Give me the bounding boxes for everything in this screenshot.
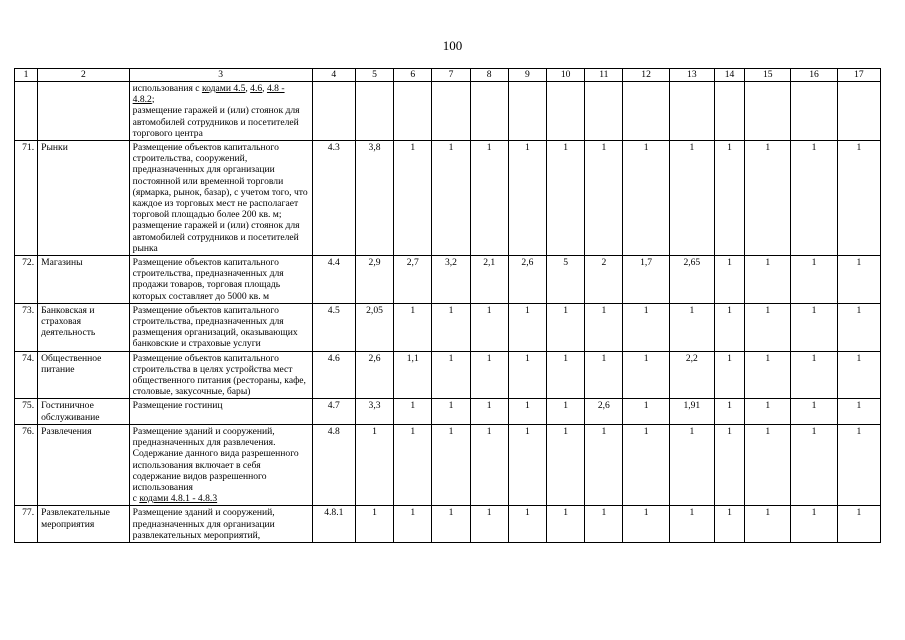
coefficient-cell: 1 xyxy=(470,424,508,505)
use-code-cell xyxy=(312,82,355,141)
header-cell: 12 xyxy=(623,69,669,82)
coefficient-cell: 1 xyxy=(508,424,546,505)
coefficient-cell: 1 xyxy=(432,506,470,543)
description-text: Размещение зданий и сооружений, предназначенных для организации развлекательных мероприятий, xyxy=(132,507,275,541)
coefficient-cell: 1 xyxy=(432,399,470,424)
code-reference-link[interactable]: 4.8 - 4.8.2 xyxy=(132,83,285,106)
table-row xyxy=(15,141,881,256)
coefficient-cell: 1 xyxy=(791,303,837,351)
header-cell: 16 xyxy=(791,69,837,82)
description-text: Размещение объектов капитального строительства, сооружений, предназначенных для организации постоянной или временной торговли (ярмарка, рынок, базар), с учетом того, что каждое из торговых мест не располагает торговой площадью более 200 кв. м; xyxy=(132,142,308,221)
description-cell xyxy=(129,424,312,505)
description-text: Размещение объектов капитального строительства, предназначенных для продажи товаров, торговая площадь которых составляет до 5000 кв. м xyxy=(132,257,284,302)
coefficient-cell: 1 xyxy=(470,399,508,424)
table-row xyxy=(15,351,881,399)
coefficient-cell: 1 xyxy=(547,506,585,543)
use-type-name-cell xyxy=(38,82,130,141)
use-type-name-cell: Рынки xyxy=(38,141,130,256)
description-text: ; xyxy=(151,94,155,106)
header-cell: 13 xyxy=(669,69,714,82)
row-number-cell xyxy=(15,82,38,141)
header-cell: 3 xyxy=(129,69,312,82)
coefficient-cell: 2,6 xyxy=(585,399,623,424)
coefficient-cell: 1 xyxy=(745,256,791,304)
row-number-cell: 75. xyxy=(15,399,38,424)
coefficient-cell: 1 xyxy=(432,141,470,256)
header-cell: 4 xyxy=(312,69,355,82)
use-code-cell: 4.5 xyxy=(312,303,355,351)
coefficient-cell xyxy=(837,82,880,141)
coefficient-cell: 1 xyxy=(547,399,585,424)
coefficient-cell: 1 xyxy=(394,424,432,505)
coefficient-cell: 1 xyxy=(745,141,791,256)
table-row xyxy=(15,82,881,141)
coefficient-cell: 1 xyxy=(837,506,880,543)
description-text: с xyxy=(132,493,140,505)
header-cell: 2 xyxy=(38,69,130,82)
use-code-cell: 4.4 xyxy=(312,256,355,304)
coefficient-cell: 1 xyxy=(837,351,880,399)
coefficient-cell: 2,6 xyxy=(355,351,393,399)
coefficient-cell: 2,65 xyxy=(669,256,714,304)
coefficient-cell: 2,7 xyxy=(394,256,432,304)
header-cell: 14 xyxy=(714,69,744,82)
coefficient-cell xyxy=(623,82,669,141)
coefficient-cell: 1 xyxy=(837,424,880,505)
coefficient-cell: 1 xyxy=(355,424,393,505)
use-code-cell: 4.3 xyxy=(312,141,355,256)
header-row xyxy=(15,69,881,82)
coefficient-cell: 1 xyxy=(791,424,837,505)
coefficient-cell xyxy=(355,82,393,141)
coefficient-cell: 1 xyxy=(470,303,508,351)
coefficient-cell: 1 xyxy=(745,303,791,351)
coefficient-cell: 1 xyxy=(623,351,669,399)
table-row xyxy=(15,303,881,351)
coefficient-cell: 3,2 xyxy=(432,256,470,304)
coefficient-cell: 1 xyxy=(791,351,837,399)
coefficient-cell: 1 xyxy=(508,506,546,543)
description-cell xyxy=(129,351,312,399)
coefficient-cell: 1 xyxy=(585,141,623,256)
table-row xyxy=(15,399,881,424)
table-row xyxy=(15,506,881,543)
coefficient-cell: 1 xyxy=(623,303,669,351)
coefficient-cell: 1 xyxy=(394,303,432,351)
use-type-name-cell: Банковская и страховая деятельность xyxy=(38,303,130,351)
coefficient-cell xyxy=(432,82,470,141)
coefficient-cell: 1 xyxy=(745,399,791,424)
coefficient-cell: 1 xyxy=(714,141,744,256)
coefficient-cell: 1 xyxy=(745,351,791,399)
coefficient-cell xyxy=(714,82,744,141)
header-cell: 7 xyxy=(432,69,470,82)
coefficient-cell: 2,6 xyxy=(508,256,546,304)
coefficient-cell: 1 xyxy=(394,141,432,256)
coefficient-cell: 1 xyxy=(470,506,508,543)
coefficient-cell: 1 xyxy=(355,506,393,543)
description-text: Размещение гостиниц xyxy=(132,400,223,412)
description-cell xyxy=(129,141,312,256)
coefficient-cell: 1 xyxy=(623,141,669,256)
header-cell: 8 xyxy=(470,69,508,82)
zoning-coefficients-table xyxy=(14,68,881,543)
row-number-cell: 76. xyxy=(15,424,38,505)
row-number-cell: 73. xyxy=(15,303,38,351)
coefficient-cell: 1 xyxy=(714,424,744,505)
coefficient-cell: 1 xyxy=(714,256,744,304)
coefficient-cell: 1 xyxy=(837,256,880,304)
coefficient-cell: 1 xyxy=(508,351,546,399)
coefficient-cell: 2,1 xyxy=(470,256,508,304)
header-cell: 17 xyxy=(837,69,880,82)
description-text: размещение гаражей и (или) стоянок для автомобилей сотрудников и посетителей рынка xyxy=(132,220,300,254)
description-cell xyxy=(129,506,312,543)
coefficient-cell: 1 xyxy=(837,141,880,256)
header-cell: 10 xyxy=(547,69,585,82)
coefficient-cell: 1 xyxy=(669,303,714,351)
coefficient-cell: 1 xyxy=(547,351,585,399)
coefficient-cell: 1 xyxy=(623,506,669,543)
coefficient-cell: 1 xyxy=(432,424,470,505)
coefficient-cell: 1 xyxy=(547,141,585,256)
description-text: использования с xyxy=(132,83,202,94)
coefficient-cell: 1 xyxy=(585,424,623,505)
coefficient-cell: 1 xyxy=(791,141,837,256)
use-code-cell: 4.7 xyxy=(312,399,355,424)
code-reference-link[interactable]: кодами 4.8.1 - 4.8.3 xyxy=(139,493,218,505)
coefficient-cell: 1 xyxy=(837,399,880,424)
coefficient-cell xyxy=(547,82,585,141)
use-type-name-cell: Гостиничное обслуживание xyxy=(38,399,130,424)
description-text: Размещение зданий и сооружений, предназначенных для развлечения. Содержание данного вида разрешенного использования включает в себя содержание видов разрешенного использования xyxy=(132,425,299,493)
description-cell xyxy=(129,399,312,424)
coefficient-cell: 1 xyxy=(791,399,837,424)
use-code-cell: 4.8 xyxy=(312,424,355,505)
table-row xyxy=(15,424,881,505)
coefficient-cell: 1,91 xyxy=(669,399,714,424)
table-body xyxy=(15,69,881,543)
coefficient-cell: 2 xyxy=(585,256,623,304)
header-cell: 1 xyxy=(15,69,38,82)
description-text: размещение гаражей и (или) стоянок для автомобилей сотрудников и посетителей торгового центра xyxy=(132,105,300,139)
header-cell: 5 xyxy=(355,69,393,82)
coefficient-cell: 1 xyxy=(585,351,623,399)
coefficient-cell: 1 xyxy=(585,303,623,351)
coefficient-cell: 2,05 xyxy=(355,303,393,351)
coefficient-cell: 1 xyxy=(547,424,585,505)
coefficient-cell xyxy=(470,82,508,141)
use-code-cell: 4.6 xyxy=(312,351,355,399)
coefficient-cell: 1 xyxy=(669,424,714,505)
description-text: Размещение объектов капитального строительства, предназначенных для размещения организаций, оказывающих банковские и страховые услуги xyxy=(132,304,298,350)
use-type-name-cell: Развлекательные мероприятия xyxy=(38,506,130,543)
code-reference-link[interactable]: кодами 4.5 xyxy=(201,83,246,94)
coefficient-cell: 1 xyxy=(623,399,669,424)
coefficient-cell: 3,3 xyxy=(355,399,393,424)
use-type-name-cell: Магазины xyxy=(38,256,130,304)
coefficient-cell: 1,1 xyxy=(394,351,432,399)
coefficient-cell: 1 xyxy=(432,351,470,399)
coefficient-cell: 1 xyxy=(745,506,791,543)
description-text: , xyxy=(262,83,267,94)
coefficient-cell: 1 xyxy=(714,506,744,543)
coefficient-cell: 1 xyxy=(585,506,623,543)
coefficient-cell xyxy=(791,82,837,141)
coefficient-cell: 1 xyxy=(470,141,508,256)
coefficient-cell: 1 xyxy=(714,351,744,399)
coefficient-cell xyxy=(394,82,432,141)
coefficient-cell xyxy=(508,82,546,141)
coefficient-cell: 1 xyxy=(791,506,837,543)
coefficient-cell: 1 xyxy=(714,399,744,424)
table-row xyxy=(15,256,881,304)
coefficient-cell: 1 xyxy=(470,351,508,399)
coefficient-cell xyxy=(585,82,623,141)
coefficient-cell: 1 xyxy=(837,303,880,351)
code-reference-link[interactable]: 4.6 xyxy=(250,83,263,94)
coefficient-cell: 1 xyxy=(714,303,744,351)
header-cell: 6 xyxy=(394,69,432,82)
coefficient-cell: 1 xyxy=(547,303,585,351)
coefficient-cell: 3,8 xyxy=(355,141,393,256)
coefficient-cell: 1 xyxy=(508,399,546,424)
coefficient-cell: 1 xyxy=(745,424,791,505)
coefficient-cell: 1 xyxy=(508,303,546,351)
coefficient-cell: 1 xyxy=(669,141,714,256)
description-cell xyxy=(129,303,312,351)
coefficient-cell: 2,9 xyxy=(355,256,393,304)
header-cell: 9 xyxy=(508,69,546,82)
coefficient-cell xyxy=(745,82,791,141)
row-number-cell: 77. xyxy=(15,506,38,543)
row-number-cell: 74. xyxy=(15,351,38,399)
coefficient-cell: 1 xyxy=(508,141,546,256)
coefficient-cell: 2,2 xyxy=(669,351,714,399)
use-type-name-cell: Общественное питание xyxy=(38,351,130,399)
description-text: Размещение объектов капитального строительства в целях устройства мест общественного питания (рестораны, кафе, столовые, закусочные, бары) xyxy=(132,352,306,398)
use-code-cell: 4.8.1 xyxy=(312,506,355,543)
row-number-cell: 71. xyxy=(15,141,38,256)
coefficient-cell: 1,7 xyxy=(623,256,669,304)
header-cell: 15 xyxy=(745,69,791,82)
coefficient-cell: 1 xyxy=(791,256,837,304)
coefficient-cell: 1 xyxy=(669,506,714,543)
page-number: 100 xyxy=(442,38,463,53)
description-text: , xyxy=(245,83,251,94)
header-cell: 11 xyxy=(585,69,623,82)
coefficient-cell: 1 xyxy=(394,506,432,543)
row-number-cell: 72. xyxy=(15,256,38,304)
coefficient-cell: 1 xyxy=(623,424,669,505)
coefficient-cell: 1 xyxy=(432,303,470,351)
description-cell xyxy=(129,256,312,304)
coefficient-cell: 1 xyxy=(394,399,432,424)
coefficient-cell: 5 xyxy=(547,256,585,304)
use-type-name-cell: Развлечения xyxy=(38,424,130,505)
coefficient-cell xyxy=(669,82,714,141)
description-cell xyxy=(129,82,312,141)
